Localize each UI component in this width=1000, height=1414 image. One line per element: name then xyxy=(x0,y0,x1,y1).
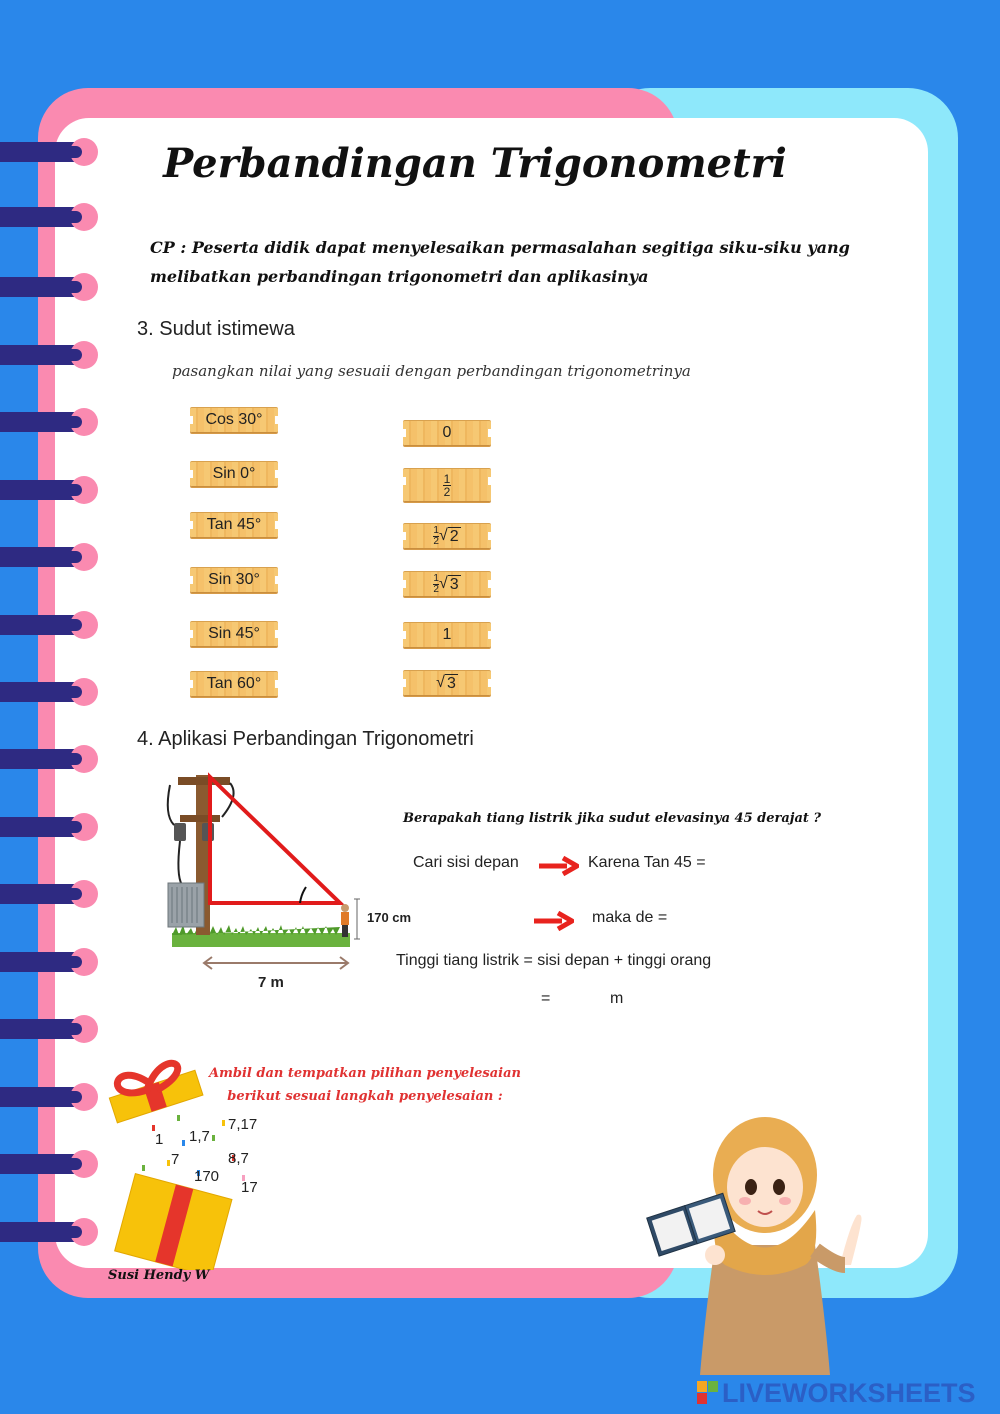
match-left-tan60[interactable]: Tan 60° xyxy=(190,671,278,697)
author-signature: Susi Hendy W xyxy=(108,1268,210,1283)
crossarm-top xyxy=(178,777,230,785)
sqrt-radicand: 2 xyxy=(449,527,459,545)
spiral-ring-hole xyxy=(70,476,98,504)
fraction-denominator: 2 xyxy=(433,583,439,595)
spiral-ring xyxy=(0,1012,100,1046)
spiral-ring xyxy=(0,200,100,234)
arrow-right-icon xyxy=(537,855,579,877)
sqrt-radicand: 3 xyxy=(449,575,459,593)
fraction-numerator: 1 xyxy=(433,524,439,536)
value-zero: 0 xyxy=(442,424,452,441)
spiral-ring xyxy=(0,742,100,776)
section-3-heading: 3. Sudut istimewa xyxy=(137,318,295,340)
sqrt-symbol: √ xyxy=(438,575,448,592)
spiral-ring-hole xyxy=(70,880,98,908)
spiral-ring xyxy=(0,338,100,372)
match-left-sin45[interactable]: Sin 45° xyxy=(190,621,278,647)
option-7[interactable]: 7 xyxy=(171,1151,180,1168)
spiral-ring xyxy=(0,1147,100,1181)
match-right-one[interactable] xyxy=(403,622,491,648)
spiral-ring xyxy=(0,945,100,979)
insulator-left xyxy=(174,823,186,841)
learning-objective xyxy=(150,233,850,291)
person-head xyxy=(341,904,349,912)
match-left-cos30[interactable]: Cos 30° xyxy=(190,407,278,433)
spiral-ring-hole xyxy=(70,273,98,301)
problem-question: Berapakah tiang listrik jika sudut elevasinya 45 derajat ? xyxy=(403,811,822,826)
person-legs xyxy=(342,925,348,937)
teacher-left-hand xyxy=(705,1245,725,1265)
spiral-ring xyxy=(0,877,100,911)
spiral-ring-hole xyxy=(70,203,98,231)
spiral-ring xyxy=(0,473,100,507)
match-left-sin30[interactable]: Sin 30° xyxy=(190,567,278,593)
spiral-ring-hole xyxy=(70,745,98,773)
spiral-ring-hole xyxy=(70,678,98,706)
option-8-7[interactable]: 8,7 xyxy=(228,1150,249,1167)
fraction-numerator: 1 xyxy=(433,572,439,584)
answer-equals: = xyxy=(541,990,551,1007)
spiral-ring-hole xyxy=(70,813,98,841)
spiral-ring xyxy=(0,810,100,844)
spiral-ring xyxy=(0,675,100,709)
teacher-right-arm xyxy=(815,1250,845,1265)
spiral-ring-hole xyxy=(70,543,98,571)
right-triangle xyxy=(210,777,340,903)
transformer xyxy=(168,883,204,927)
fraction-numerator: 1 xyxy=(443,471,451,486)
match-right-root3[interactable] xyxy=(403,670,491,696)
gift-box-illustration xyxy=(92,1045,292,1270)
page-title: Perbandingan Trigonometri xyxy=(163,140,787,187)
option-17[interactable]: 17 xyxy=(241,1179,258,1196)
distance-label: 7 m xyxy=(258,974,284,991)
height-marker xyxy=(354,899,360,939)
person-body xyxy=(341,912,349,925)
power-pole-diagram xyxy=(160,755,410,1000)
crossarm-middle xyxy=(180,815,220,822)
teacher-right-eye xyxy=(773,1179,785,1195)
sqrt-symbol: √ xyxy=(436,674,445,691)
spiral-ring xyxy=(0,405,100,439)
teacher-illustration xyxy=(645,1115,875,1375)
height-formula: Tinggi tiang listrik = sisi depan + tinggi orang xyxy=(396,952,712,969)
teacher-right-blush xyxy=(779,1197,791,1205)
option-170[interactable]: 170 xyxy=(194,1168,220,1185)
gift-base xyxy=(115,1174,232,1270)
match-left-tan45[interactable]: Tan 45° xyxy=(190,512,278,538)
sqrt-radicand: 3 xyxy=(446,674,456,692)
fraction-denominator: 2 xyxy=(443,484,451,499)
step-1-result: Karena Tan 45 = xyxy=(588,854,706,871)
spiral-ring xyxy=(0,608,100,642)
spiral-ring-hole xyxy=(70,408,98,436)
match-left-sin0[interactable]: Sin 0° xyxy=(190,461,278,487)
section-4-heading: 4. Aplikasi Perbandingan Trigonometri xyxy=(137,728,474,750)
step-2-result: maka de = xyxy=(592,909,668,926)
grass-strip xyxy=(172,933,350,947)
fraction-half xyxy=(443,473,452,498)
teacher-left-blush xyxy=(739,1197,751,1205)
answer-unit: m xyxy=(610,990,624,1007)
distance-arrow xyxy=(204,957,348,969)
matching-instruction: pasangkan nilai yang sesuaii dengan perbandingan trigonometrinya xyxy=(172,362,691,380)
option-7-17[interactable]: 7,17 xyxy=(228,1116,258,1133)
spiral-ring xyxy=(0,1080,100,1114)
spiral-ring xyxy=(0,270,100,304)
spiral-ring-hole xyxy=(70,948,98,976)
learning-objective-line-1: CP : Peserta didik dapat menyelesaikan permasalahan segitiga siku-siku yang xyxy=(150,238,850,257)
spiral-ring xyxy=(0,1215,100,1249)
spiral-ring-hole xyxy=(70,1015,98,1043)
options-instruction-line-2: berikut sesuai langkah penyelesaian : xyxy=(227,1089,503,1104)
person-height-label: 170 cm xyxy=(367,910,412,925)
brand-watermark: LIVEWORKSHEETS xyxy=(722,1378,976,1408)
step-1-label: Cari sisi depan xyxy=(413,854,519,871)
match-right-half-root2[interactable] xyxy=(403,523,491,549)
arrow-right-icon xyxy=(532,910,574,932)
liveworksheets-logo-icon xyxy=(697,1381,719,1405)
option-1-7[interactable]: 1,7 xyxy=(189,1128,210,1145)
fraction-denominator: 2 xyxy=(433,535,439,547)
teacher-left-eye xyxy=(745,1179,757,1195)
sqrt-symbol: √ xyxy=(438,527,448,544)
angle-arc xyxy=(300,887,306,903)
option-1[interactable]: 1 xyxy=(155,1131,164,1148)
learning-objective-line-2: melibatkan perbandingan trigonometri dan aplikasinya xyxy=(150,267,649,286)
spiral-ring xyxy=(0,540,100,574)
value-one: 1 xyxy=(442,626,452,643)
match-right-half[interactable] xyxy=(403,468,491,502)
spiral-ring-hole xyxy=(70,611,98,639)
spiral-ring-hole xyxy=(70,341,98,369)
match-right-half-root3[interactable] xyxy=(403,571,491,597)
options-instruction-line-1: Ambil dan tempatkan pilihan penyelesaian xyxy=(209,1066,521,1081)
match-right-zero[interactable] xyxy=(403,420,491,446)
